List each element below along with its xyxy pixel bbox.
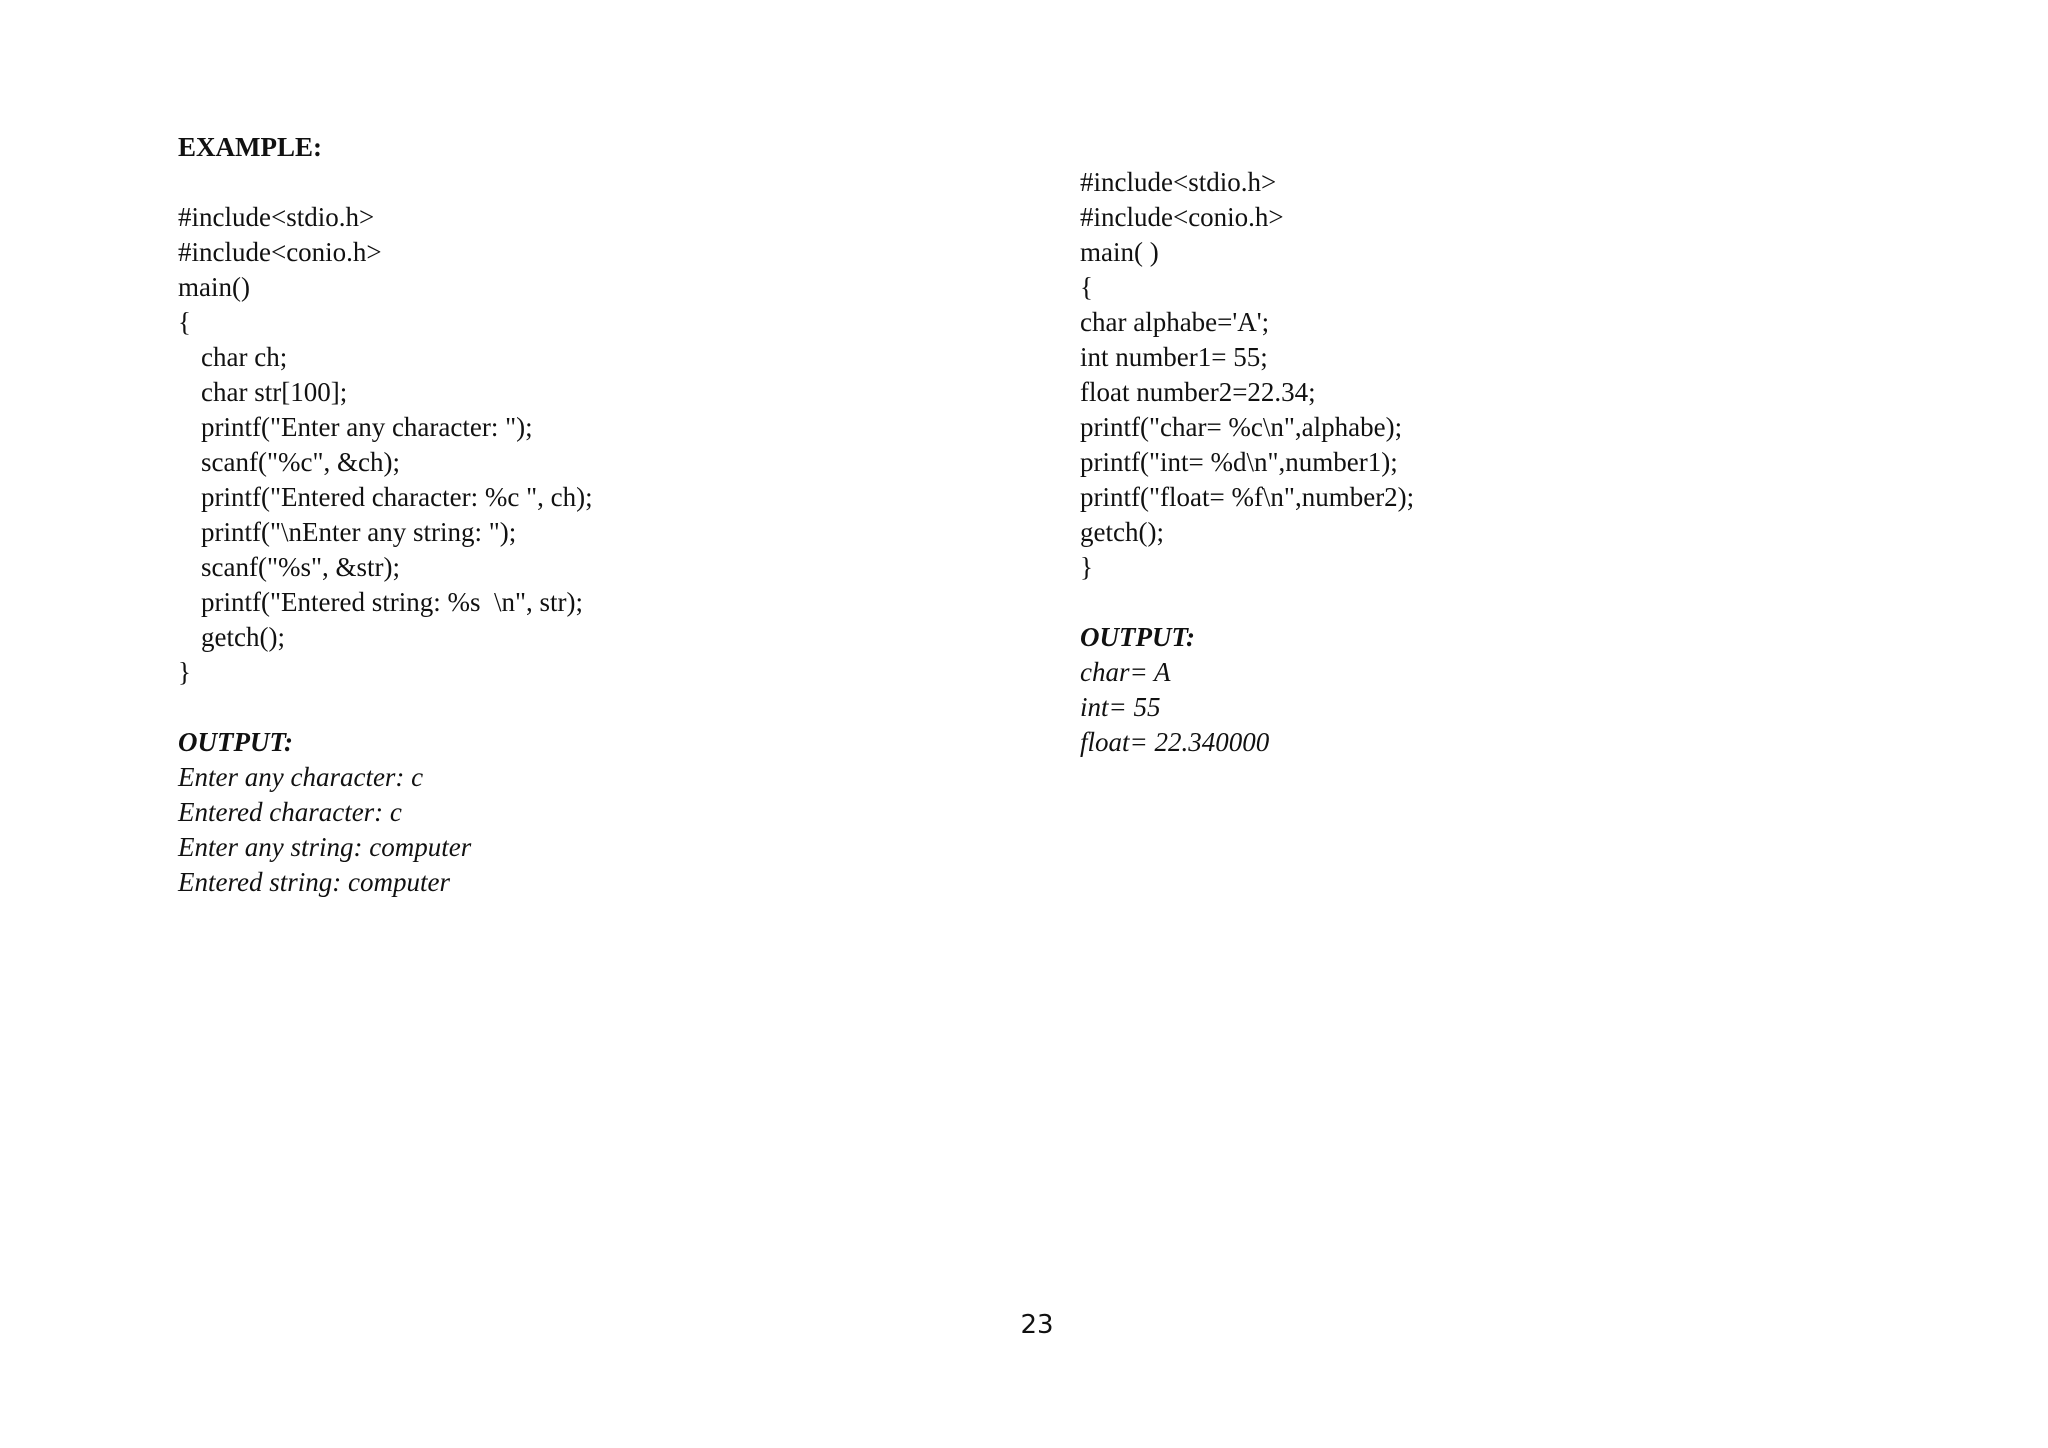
code-line: int number1= 55; xyxy=(1080,342,1268,372)
code-line: { xyxy=(178,307,191,337)
output-line: Enter any character: c xyxy=(178,762,424,792)
output-heading: OUTPUT: xyxy=(1080,622,1195,652)
code-line: #include<conio.h> xyxy=(1080,202,1284,232)
code-line: printf("int= %d\n",number1); xyxy=(1080,447,1398,477)
code-line: printf("char= %c\n",alphabe); xyxy=(1080,412,1403,442)
code-line: scanf("%c", &ch); xyxy=(201,447,400,477)
left-column xyxy=(178,130,998,900)
spacer xyxy=(178,690,998,725)
left-code-block xyxy=(178,200,998,690)
code-line: { xyxy=(1080,272,1093,302)
right-column xyxy=(1080,165,1900,760)
code-line: scanf("%s", &str); xyxy=(201,552,400,582)
right-code-block xyxy=(1080,165,1900,585)
output-line: Entered character: c xyxy=(178,797,402,827)
output-line: float= 22.340000 xyxy=(1080,727,1270,757)
output-line: Enter any string: computer xyxy=(178,832,472,862)
code-line: getch(); xyxy=(201,622,285,652)
output-line: int= 55 xyxy=(1080,692,1161,722)
example-heading: EXAMPLE: xyxy=(178,132,322,162)
code-line: printf("\nEnter any string: "); xyxy=(201,517,517,547)
code-line: char alphabe='A'; xyxy=(1080,307,1270,337)
output-line: Entered string: computer xyxy=(178,867,450,897)
code-line: main( ) xyxy=(1080,237,1159,267)
page-number: 23 xyxy=(1020,1310,1054,1340)
right-output-block xyxy=(1080,655,1900,760)
code-line: printf("Entered string: %s \n", str); xyxy=(201,587,583,617)
spacer xyxy=(178,165,998,200)
code-line: main() xyxy=(178,272,250,302)
output-heading: OUTPUT: xyxy=(178,727,293,757)
code-line: float number2=22.34; xyxy=(1080,377,1316,407)
code-line: #include<conio.h> xyxy=(178,237,382,267)
code-line: printf("Enter any character: "); xyxy=(201,412,533,442)
code-line: #include<stdio.h> xyxy=(1080,167,1277,197)
left-output-block xyxy=(178,760,998,900)
code-line: } xyxy=(1080,552,1093,582)
code-line: } xyxy=(178,657,191,687)
code-line: printf("Entered character: %c ", ch); xyxy=(201,482,593,512)
spacer xyxy=(1080,585,1900,620)
code-line: printf("float= %f\n",number2); xyxy=(1080,482,1415,512)
code-line: #include<stdio.h> xyxy=(178,202,375,232)
code-line: char str[100]; xyxy=(201,377,348,407)
output-line: char= A xyxy=(1080,657,1171,687)
code-line: char ch; xyxy=(201,342,288,372)
code-line: getch(); xyxy=(1080,517,1164,547)
